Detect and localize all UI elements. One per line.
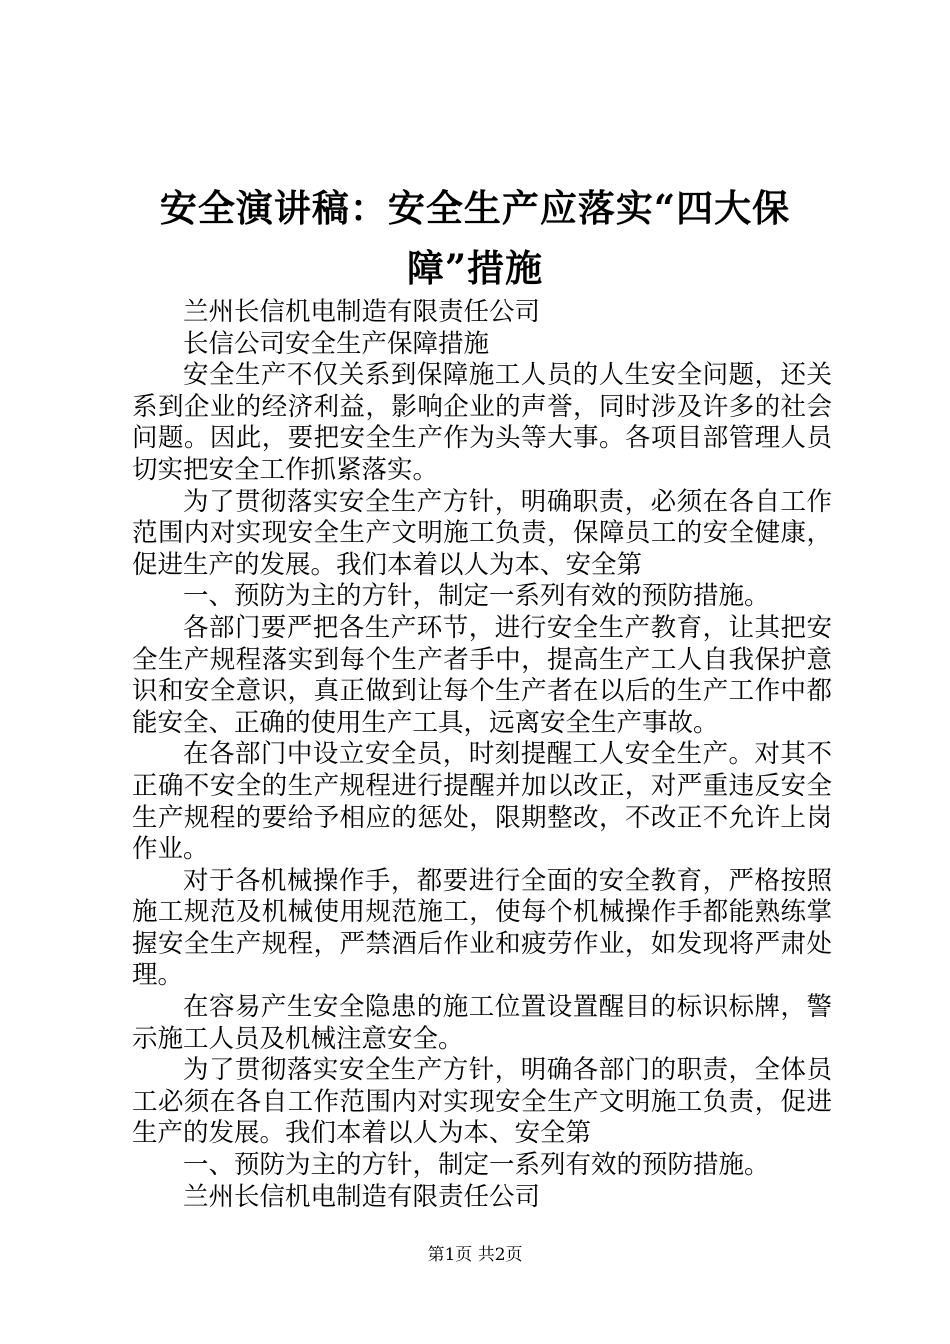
paragraph: 在各部门中设立安全员，时刻提醒工人安全生产。对其不正确不安全的生产规程进行提醒并加以改正，对严重违反安全生产规程的要给予相应的惩处，限期整改，不改正不允许上岗作业。 — [132, 739, 832, 865]
page-number-footer: 第1页 共2页 — [427, 1245, 523, 1265]
paragraph: 一、预防为主的方针，制定一系列有效的预防措施。 — [183, 581, 770, 612]
paragraph: 各部门要严把各生产环节，进行安全生产教育，让其把安全生产规程落实到每个生产者手中，提高生产工人自我保护意识和安全意识，真正做到让每个生产者在以后的生产工作中都能安全、正确的使用生产工具，远离安全生产事故。 — [132, 612, 832, 738]
paragraph-company-closing: 兰州长信机电制造有限责任公司 — [183, 1181, 541, 1212]
document-body — [132, 297, 832, 1213]
paragraph: 一、预防为主的方针，制定一系列有效的预防措施。 — [183, 1150, 770, 1181]
paragraph: 为了贯彻落实安全生产方针，明确职责，必须在各自工作范围内对实现安全生产文明施工负责，保障员工的安全健康，促进生产的发展。我们本着以人为本、安全第 — [132, 486, 832, 580]
paragraph-subtitle: 长信公司安全生产保障措施 — [183, 328, 490, 359]
document-title: 安全演讲稿：安全生产应落实“四大保障”措施 — [159, 186, 791, 290]
paragraph: 在容易产生安全隐患的施工位置设置醒目的标识标牌，警示施工人员及机械注意安全。 — [132, 992, 832, 1054]
paragraph: 对于各机械操作手，都要进行全面的安全教育，严格按照施工规范及机械使用规范施工，使每个机械操作手都能熟练掌握安全生产规程，严禁酒后作业和疲劳作业，如发现将严肃处理。 — [132, 865, 832, 991]
paragraph: 安全生产不仅关系到保障施工人员的人生安全问题，还关系到企业的经济利益，影响企业的声誉，同时涉及许多的社会问题。因此，要把安全生产作为头等大事。各项目部管理人员切实把安全工作抓紧落实。 — [132, 360, 832, 485]
paragraph: 为了贯彻落实安全生产方针，明确各部门的职责，全体员工必须在各自工作范围内对实现安全生产文明施工负责，促进生产的发展。我们本着以人为本、安全第 — [132, 1055, 832, 1149]
paragraph-company: 兰州长信机电制造有限责任公司 — [183, 297, 541, 327]
